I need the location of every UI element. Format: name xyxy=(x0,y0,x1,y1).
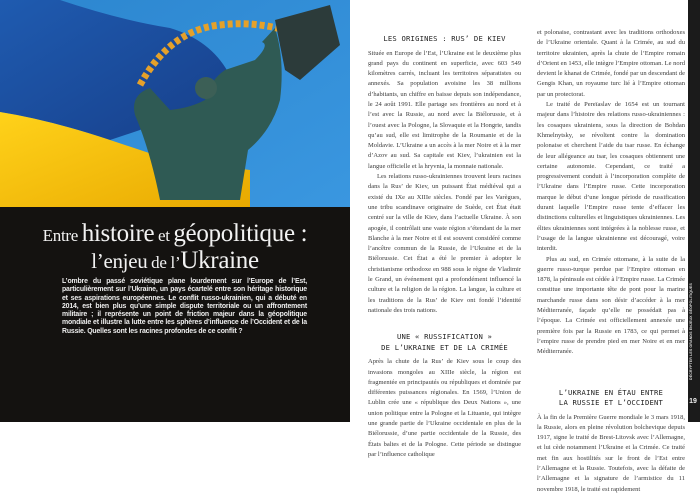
title-word: et xyxy=(157,226,170,245)
paragraph: et polonaise, contrastant avec les traditions orthodoxes de l’Ukraine orientale. Quant à la Crimée, au sud du territoire ukrainien, après la chute de l’Empire romain d’Orient en 1453, elle intègre l’Empire ottoman. Le nord devient le khanat de Crimée, fondé par un descendant de Gengis Khan, un royaume turc lié à l’Empire ottoman par un protectorat. xyxy=(537,29,686,98)
paragraph: Le traité de Pereïaslav de 1654 est un tournant majeur dans l’histoire des relations russo-ukrainiennes : les cosaques ukrainiens, sous la direction de Bohdan Khmelnytsky, se révoltent contre la domination polonaise et cherchent l’aide du tsar russe. En échange de leur allégeance au tsar, les cosaques obtiennent une certaine autonomie. Cependant, ce traité a progressivement conduit à l’incorporation complète de l’Ukraine dans l’Empire russe. Cette incorporation marque le début d’une longue période de russification durant laquelle l’Empire russe tente d’effacer les distinctions culturelles et linguistiques ukrainiennes. Les élites ukrainiennes sont intégrées à la noblesse russe, et l’usage de la langue ukrainienne est découragé, voire interdit. xyxy=(537,101,685,253)
paragraph: Les relations russo-ukrainiennes trouvent leurs racines dans la Rus’ de Kiev, un puissant État médiéval qui a existé du IXe au XIIIe siècles. Fondé par les Varègues, une tribu scandinave originaire de Suède, cet État était centré sur la ville de Kiev, dans l’actuelle Ukraine. À son apogée, il contrôlait une vaste région s’étendant de la mer Blanche à la mer Noire et il est souvent considéré comme l’ancêtre commun de la Russie, de l’Ukraine et de la Biélorussie. Cet État a été le premier à adopter le christianisme orthodoxe en 988 sous le règne de Vladimir le Grand, un événement qui a profondément influencé la culture et la religion de la région. La langue, la culture et les traditions de la Rus’ de Kiev ont fondé l’identité nationale des trois nations. xyxy=(368,173,521,314)
title-word: histoire xyxy=(81,220,155,247)
right-page xyxy=(350,0,700,493)
paragraph: À la fin de la Première Guerre mondiale le 3 mars 1918, la Russie, alors en pleine révolution bolchevique depuis 1917, signe le traité de Brest-Litovsk avec l’Allemagne, et lui cède notamment l’Ukraine et la Crimée. Ce traité met fin aux hostilités sur le front de l’Est entre l’Allemagne et la Russie. Toutefois, avec la défaite de l’Allemagne et la signature de l’armistice du 11 novembre 1918, le traité est rapidement xyxy=(537,413,685,493)
paragraph: Plus au sud, en Crimée ottomane, à la suite de la guerre russo-turque perdue par l’Empire ottoman en 1878, la péninsule est cédée à l’Empire russe. La Crimée constitue une importante tête de pont pour la marine marchande russe dans son désir d’accéder à la mer Méditerranée, façade qu’elle ne possédait pas à l’époque. La Crimée est officiellement annexée une première fois par la Russie en 1783, ce qui permet à l’empire russe de prendre pied en mer Noire et en mer Méditerranée. xyxy=(537,255,685,356)
left-page xyxy=(0,0,350,422)
running-section-label: DÉCRYPTER LES GRANDS ENJEUX GÉOPOLITIQUES xyxy=(689,283,693,380)
title-word: l’enjeu xyxy=(91,249,148,273)
page-number: 19 xyxy=(689,398,697,405)
article-intro: L’ombre du passé soviétique plane lourdement sur l’Europe de l’Est, particulièrement sur l’Ukraine, un pays écartelé entre son héritage historique et ses aspirations européennes. Le conflit russo-ukrainien, qui a débuté en 2014, est bien plus qu’une simple dispute territoriale ou un affrontement militaire ; il représente un point de friction majeur dans la géopolitique mondiale et illustre la lutte entre les sphères d’influence de l’Occident et de la Russie. Quelles sont les racines profondes de ce conflit ? xyxy=(62,278,307,335)
text-column-2 xyxy=(537,28,685,495)
ukraine-statue-flag-photo xyxy=(0,0,350,210)
paragraph: Située en Europe de l’Est, l’Ukraine est le deuxième plus grand pays du continent en superficie, avec 603 549 kilomètres carrés, incluant les territoires séparatistes ou annexés. Sa population avoisine les 38 millions d’habitants, un chiffre en baisse depuis son indépendance, le 24 août 1991. Elle partage ses frontières au nord et à l’est avec la Russie, au nord avec la Biélorussie, et à l’ouest avec la Pologne, la Slovaquie et la Hongrie, tandis qu’au sud, elle est limitrophe de la Roumanie et de la Moldavie. L’Ukraine a un accès à la mer Noire et à la mer d’Azov au sud. Sa capitale est Kiev, l’ukrainien est la langue officielle et la hryvnia, la monnaie nationale. xyxy=(368,49,521,170)
section-heading: LA RUSSIE ET L’OCCIDENT xyxy=(558,398,664,407)
section-heading: LES ORIGINES : RUS’ DE KIEV xyxy=(383,34,506,43)
section-heading: UNE « RUSSIFICATION » xyxy=(396,332,493,342)
section-heading: DE L’UKRAINE ET DE LA CRIMÉE xyxy=(381,342,508,352)
article-title xyxy=(0,222,350,276)
paragraph: Après la chute de la Rus’ de Kiev sous le coup des invasions mongoles au XIIIe siècle, la région est fragmentée en principautés ou républiques et dominée par différentes puissances régionales. En 1569, l’Union de Lublin crée une « république des Deux Nations », une union politique entre la Pologne et la Lituanie, qui intègre une grande partie de l’Ukraine occidentale en plus de la Biélorussie, d’une partie occidentale de la Russie, des États baltes et de la Pologne. Cette période se distingue par l’influence catholique xyxy=(368,358,521,458)
text-column-1 xyxy=(368,34,521,460)
title-word: de l’ xyxy=(151,253,181,272)
title-word: Entre xyxy=(42,226,78,245)
title-word: Ukraine xyxy=(180,247,259,274)
title-word: géopolitique : xyxy=(173,220,308,247)
section-heading: L’UKRAINE EN ÉTAU ENTRE xyxy=(558,387,664,397)
